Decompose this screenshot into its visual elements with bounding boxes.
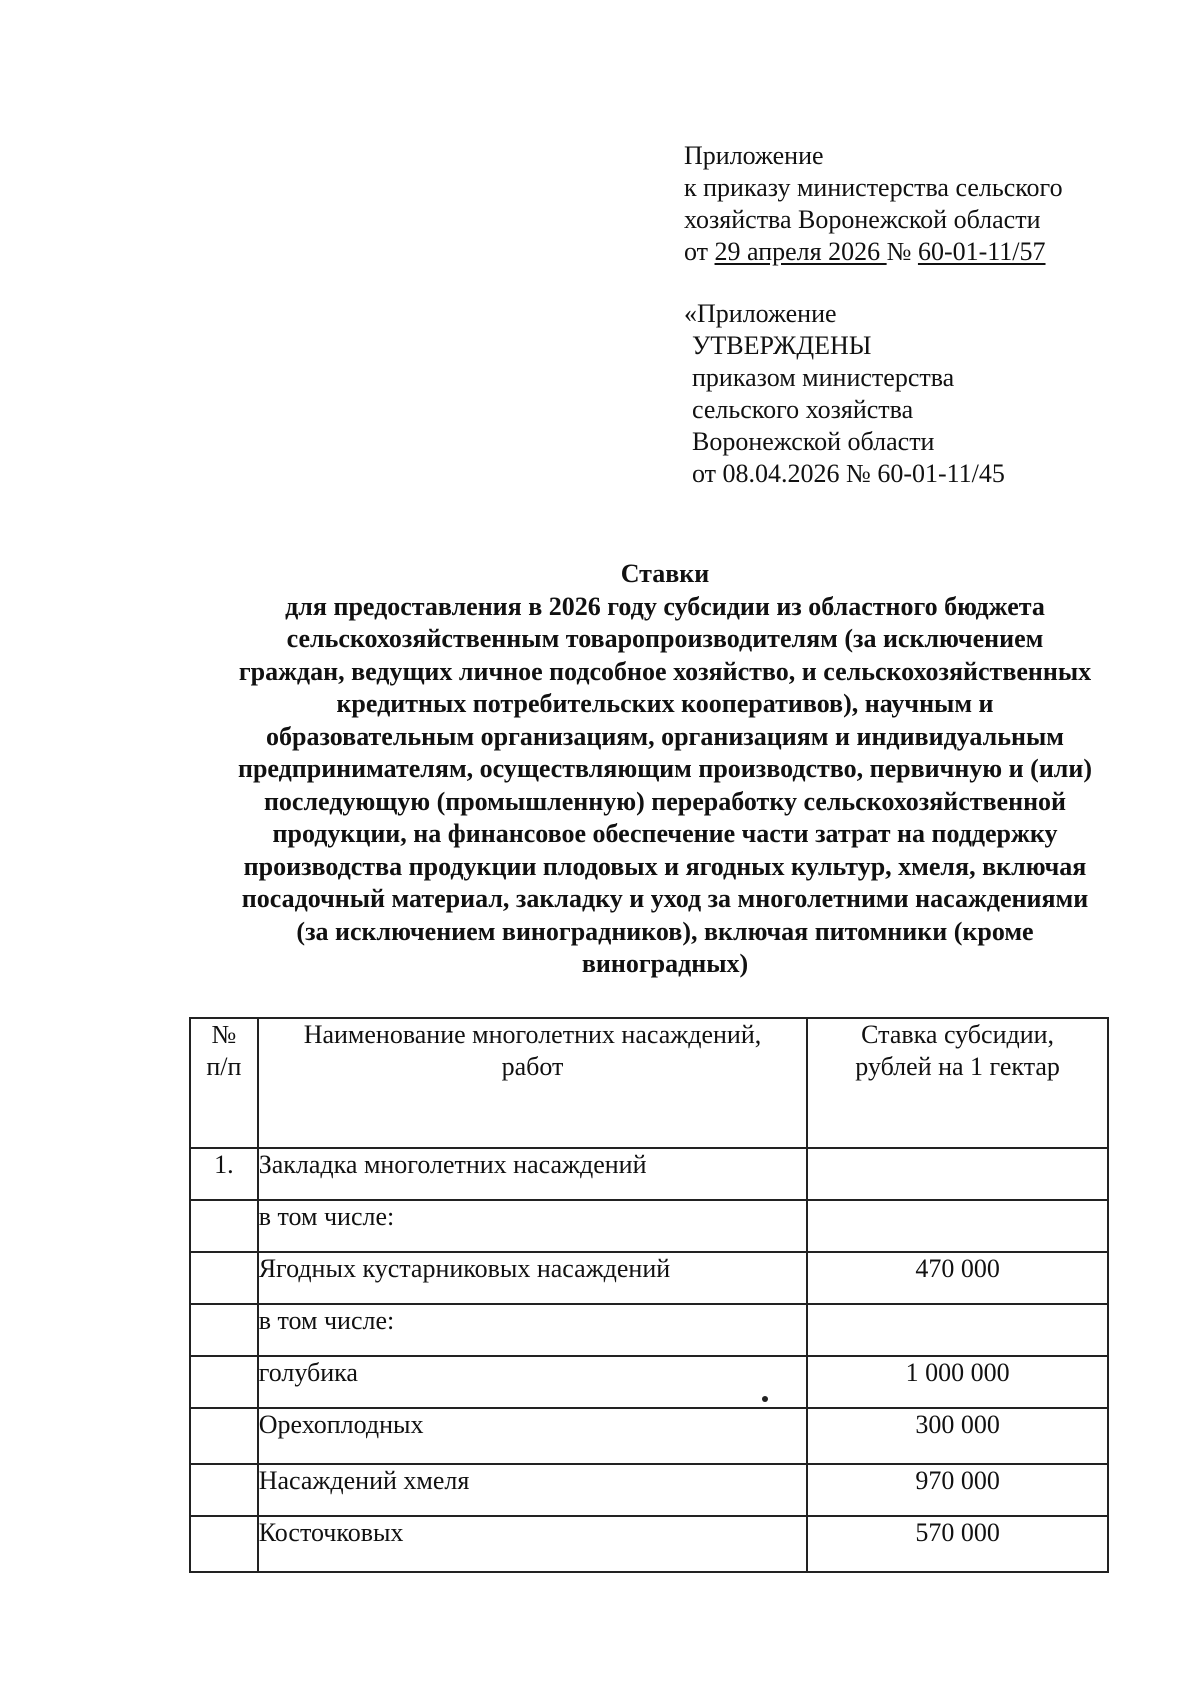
row-number [190, 1516, 258, 1572]
title-line: для предоставления в 2026 году субсидии из областного бюджета [285, 591, 1045, 621]
row-number [190, 1356, 258, 1408]
header-number-line1: № [211, 1020, 237, 1049]
row-name: Закладка многолетних насаждений [258, 1148, 808, 1200]
row-name: в том числе: [258, 1304, 808, 1356]
title-line: (за исключением виноградников), включая питомники (кроме [296, 916, 1034, 946]
attachment-order-line [684, 236, 1063, 268]
approval-line: приказом министерства [692, 363, 955, 392]
title-line: образовательным организациям, организациям и индивидуальным [266, 721, 1064, 751]
document-title [180, 558, 1150, 981]
row-number: 1. [190, 1148, 258, 1200]
row-number [190, 1464, 258, 1516]
order-prefix: от [684, 237, 715, 266]
row-name: Ягодных кустарниковых насаждений [258, 1252, 808, 1304]
order-date: 29 апреля 2026 [714, 237, 887, 266]
title-line: продукции, на финансовое обеспечение части затрат на поддержку [272, 819, 1058, 848]
table-row [190, 1148, 1108, 1200]
title-line: Ставки [620, 559, 710, 588]
title-line: граждан, ведущих личное подсобное хозяйство, и сельскохозяйственных [238, 656, 1092, 686]
row-number [190, 1408, 258, 1464]
approval-line: от 08.04.2026 № 60-01-11/45 [692, 459, 1005, 488]
table-row [190, 1304, 1108, 1356]
row-name: Насаждений хмеля [258, 1464, 808, 1516]
table-row [190, 1356, 1108, 1408]
title-line: производства продукции плодовых и ягодных культур, хмеля, включая [243, 851, 1087, 881]
row-number [190, 1252, 258, 1304]
rates-table [189, 1017, 1109, 1573]
title-line: кредитных потребительских кооперативов), научным и [336, 689, 994, 718]
table-row [190, 1252, 1108, 1304]
title-line: последующую (промышленную) переработку сельскохозяйственной [263, 786, 1067, 816]
attachment-line: к приказу министерства сельского [684, 173, 1063, 202]
row-number [190, 1200, 258, 1252]
title-line: посадочный материал, закладку и уход за многолетними насаждениями [241, 884, 1089, 913]
row-rate [807, 1200, 1108, 1252]
title-line: сельскохозяйственным товаропроизводителям (за исключением [286, 624, 1044, 653]
header-rate-line1: Ставка субсидии, [861, 1020, 1055, 1049]
header-name-line2: работ [501, 1052, 564, 1081]
table-row [190, 1464, 1108, 1516]
header-number-line2: п/п [206, 1052, 242, 1081]
table-row [190, 1408, 1108, 1464]
row-rate: 300 000 [807, 1408, 1108, 1464]
approval-line: УТВЕРЖДЕНЫ [692, 331, 872, 360]
title-line: виноградных) [581, 949, 749, 978]
row-rate: 470 000 [807, 1252, 1108, 1304]
header-name [258, 1018, 808, 1148]
table-header-row [190, 1018, 1108, 1148]
row-rate [807, 1304, 1108, 1356]
row-name: в том числе: [258, 1200, 808, 1252]
order-sign: № [886, 237, 918, 266]
row-rate: 570 000 [807, 1516, 1108, 1572]
approval-line: сельского хозяйства [692, 395, 914, 424]
row-rate: 970 000 [807, 1464, 1108, 1516]
approval-stamp [684, 298, 1005, 490]
attachment-line: Приложение [684, 141, 824, 170]
header-number [190, 1018, 258, 1148]
row-rate: 1 000 000 [807, 1356, 1108, 1408]
header-rate [807, 1018, 1108, 1148]
table-row [190, 1516, 1108, 1572]
attachment-header [684, 140, 1063, 268]
approval-line: «Приложение [684, 299, 837, 328]
attachment-line: хозяйства Воронежской области [684, 205, 1041, 234]
row-rate [807, 1148, 1108, 1200]
row-name: голубика [258, 1356, 808, 1408]
title-line: предпринимателям, осуществляющим производство, первичную и (или) [237, 754, 1093, 783]
header-name-line1: Наименование многолетних насаждений, [303, 1020, 762, 1049]
scan-dot [762, 1396, 768, 1402]
row-name: Косточковых [258, 1516, 808, 1572]
row-number [190, 1304, 258, 1356]
table-row [190, 1200, 1108, 1252]
order-number: 60-01-11/57 [917, 237, 1046, 266]
header-rate-line2: рублей на 1 гектар [855, 1052, 1060, 1081]
row-name: Орехоплодных [258, 1408, 808, 1464]
approval-line: Воронежской области [692, 427, 935, 456]
